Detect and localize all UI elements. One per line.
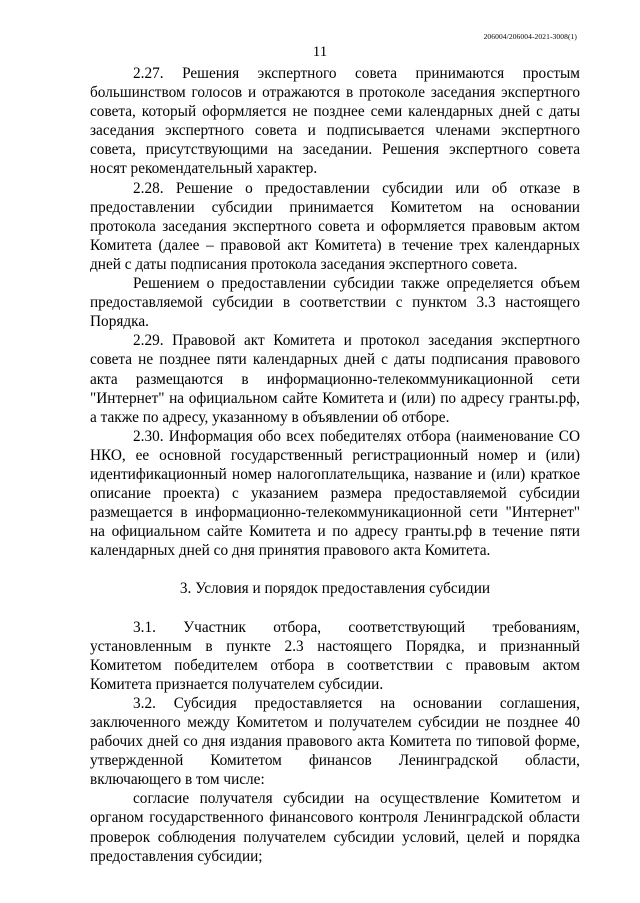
paragraph-3-1: 3.1. Участник отбора, соответствующий требованиям, установленным в пункте 2.3 настоящего Порядка, и признанный Комитетом победителем отбора в соответствии с правовым актом Комитета признается получателем субсидии. xyxy=(90,618,580,693)
document-body xyxy=(90,64,580,866)
paragraph-3-2: 3.2. Субсидия предоставляется на основании соглашения, заключенного между Комитетом и получателем субсидии не позднее 40 рабочих дней со дня издания правового акта Комитета по типовой форме, утвержденной Комитетом финансов Ленинградской области, включающего в том числе: xyxy=(90,694,580,789)
paragraph-2-29: 2.29. Правовой акт Комитета и протокол заседания экспертного совета не позднее пяти календарных дней с даты подписания правового акта размещаются в информационно-телекоммуникационной сети "Интернет" на официальном сайте Комитета и (или) по адресу гранты.рф, а также по адресу, указанному в объявлении об отборе. xyxy=(90,332,580,426)
paragraph-3-2-item: согласие получателя субсидии на осуществление Комитетом и органом государственного финансового контроля Ленинградской области проверок соблюдения получателем субсидии условий, целей и порядка предоставления субсидии; xyxy=(90,790,580,865)
paragraph-2-27: 2.27. Решения экспертного совета принимаются простым большинством голосов и отражаются в протоколе заседания экспертного совета, который оформляется не позднее семи календарных дней с даты заседания экспертного совета и подписывается членами экспертного совета, присутствующими на заседании. Решения экспертного совета носят рекомендательный характер. xyxy=(90,65,580,178)
section-heading: 3. Условия и порядок предоставления субсидии xyxy=(179,580,491,598)
paragraph-2-28: 2.28. Решение о предоставлении субсидии или об отказе в предоставлении субсидии принимается Комитетом на основании протокола заседания экспертного совета и оформляется правовым актом Комитета (далее – правовой акт Комитета) в течение трех календарных дней с даты подписания протокола заседания экспертного совета. xyxy=(90,179,580,273)
page-number: 11 xyxy=(312,44,328,60)
paragraph-2-28-cont: Решением о предоставлении субсидии также определяется объем предоставляемой субсидии в соответствии с пунктом 3.3 настоящего Порядка. xyxy=(90,275,580,331)
document-id: 206004/206004-2021-3008(1) xyxy=(483,32,577,41)
paragraph-2-30: 2.30. Информация обо всех победителях отбора (наименование СО НКО, ее основной государственный регистрационный номер и (или) идентификационный номер налогоплательщика, название и (или) краткое описание проекта) с указанием размера предоставляемой субсидии размещается в информационно-телекоммуникационной сети "Интернет" на официальном сайте Комитета и по адресу гранты.рф в течение пяти календарных дней со дня принятия правового акта Комитета. xyxy=(90,427,580,560)
